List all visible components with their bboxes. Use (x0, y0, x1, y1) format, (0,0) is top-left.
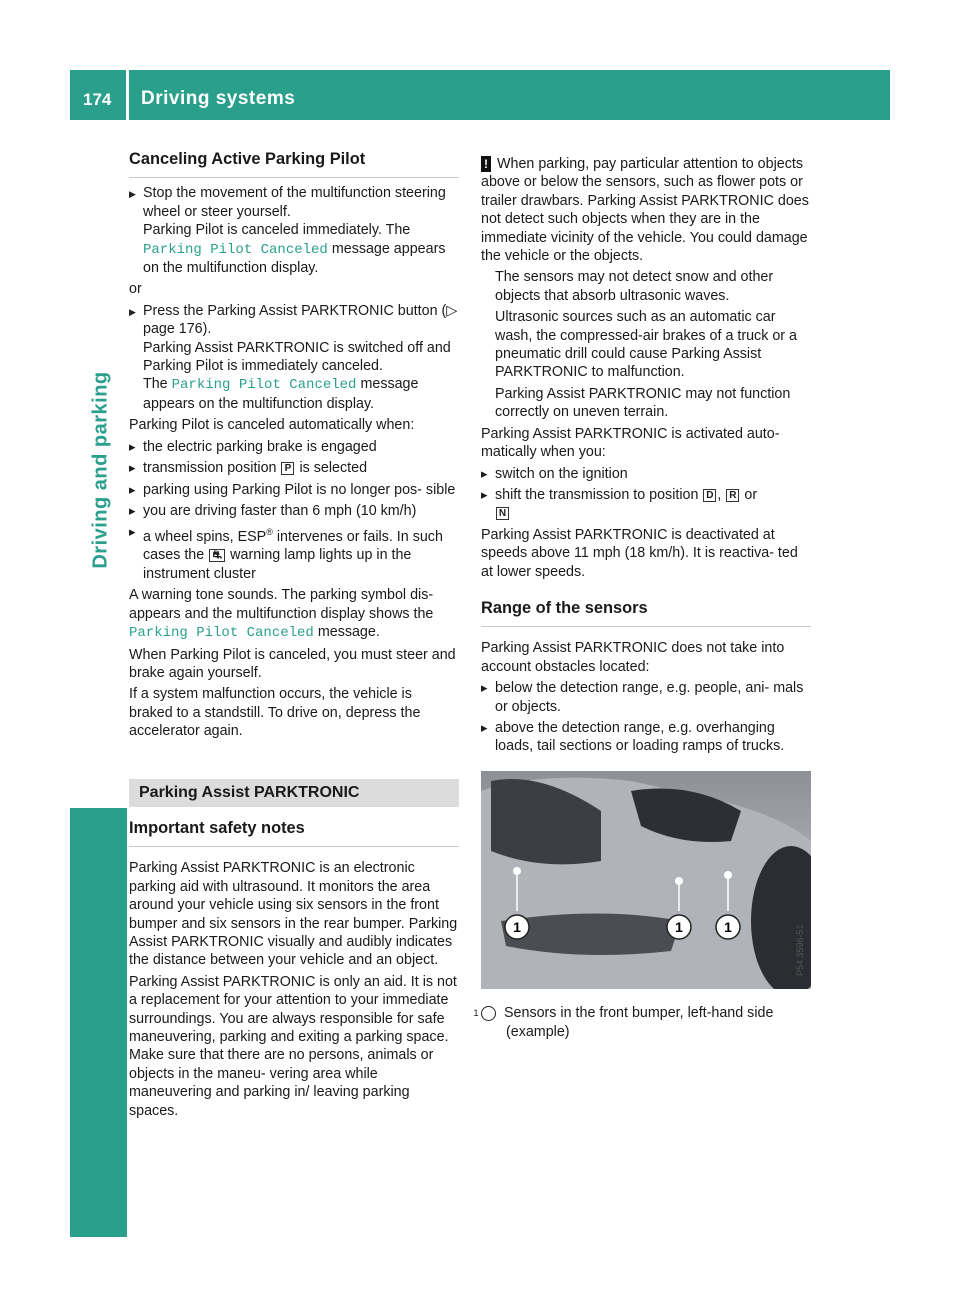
warning-text: When parking, pay particular attention to objects above or below the sensors, such as flower pots or trailer drawbars. Parking Assist PARKTRONIC does not detect such objects when they are in the immediate vicinity of the vehicle. You could damage the vehicle or the objects. (481, 156, 809, 265)
step-text: Parking Pilot is canceled immediately. The (143, 222, 411, 239)
instruction-step (129, 302, 459, 413)
sensor-photo (481, 771, 811, 989)
sensor-dot (513, 867, 521, 875)
caption-number-icon: 1 (481, 1006, 496, 1021)
left-column (129, 150, 459, 1123)
paragraph: Parking Assist PARKTRONIC does not take into account obstacles located: (481, 640, 785, 675)
callout-label: 1 (675, 918, 683, 935)
gear-r-icon: R (726, 489, 739, 502)
right-column (473, 155, 811, 1044)
list-text: a wheel spins, ESP (143, 529, 267, 546)
heading-range: Range of the sensors (481, 599, 811, 627)
display-message: Parking Pilot Canceled (171, 377, 357, 394)
callout-label: 1 (724, 918, 732, 935)
gear-d-icon: D (703, 489, 716, 502)
display-message: Parking Pilot Canceled (143, 241, 328, 258)
list-text: warning lamp lights up in the instrument cluster (143, 547, 412, 582)
list-text: transmission position (143, 460, 277, 477)
heading-safety: Important safety notes (129, 819, 459, 847)
paragraph-text: A warning tone sounds. The parking symbol dis- appears and the multifunction display shows the (129, 587, 434, 622)
instruction-step (129, 184, 459, 277)
list-text: intervenes or fails. In such cases the (143, 529, 443, 564)
list-item: ▸ below the detection range, e.g. people, ani- mals or objects. (481, 679, 811, 716)
paragraph (129, 586, 459, 642)
list-item (481, 486, 811, 523)
paragraph: Parking Assist PARKTRONIC is only an aid. It is not a replacement for your attention to your immediate surroundings. You are always responsible for safe maneuvering, parking and exiting a parking space. Make sure that there are no persons, animals or objects in the maneu- vering area while maneuvering and parking in/ leaving parking spaces. (129, 973, 457, 1119)
paragraph: When Parking Pilot is canceled, you must steer and brake again yourself. (129, 646, 456, 681)
sensor-dot (724, 871, 732, 879)
warning-icon: ! (481, 156, 491, 172)
warning-text: Ultrasonic sources such as an automatic car wash, the compressed-air brakes of a truck or a pneumatic drill could cause Parking Assist PARKTRONIC to malfunction. (495, 309, 797, 381)
side-tab-marker (70, 808, 127, 1237)
list-text: or (744, 486, 758, 503)
list-item: ▸ parking using Parking Pilot is no longer pos- sible (129, 481, 459, 499)
list-text: is selected (299, 460, 368, 477)
list-item: ▸ you are driving faster than 6 mph (10 km/h) (129, 502, 459, 520)
list-text: , (717, 486, 722, 503)
heading-parktronic: Parking Assist PARKTRONIC (129, 779, 459, 807)
paragraph: If a system malfunction occurs, the vehicle is braked to a standstill. To drive on, depress the accelerator again. (129, 686, 421, 740)
list-item: ▸ the electric parking brake is engaged (129, 438, 459, 456)
paragraph: Parking Pilot is canceled automatically when: (129, 417, 415, 434)
paragraph: Parking Assist PARKTRONIC is activated auto- matically when you: (481, 425, 780, 461)
header-divider (126, 70, 129, 120)
or-text: or (129, 281, 142, 298)
display-message: Parking Pilot Canceled (129, 625, 314, 642)
gear-n-icon: N (496, 507, 509, 520)
step-text: message appears on the multifunction display. (143, 376, 419, 412)
warning-text: The sensors may not detect snow and other objects that absorb ultrasonic waves. (495, 269, 774, 304)
step-text: The (143, 376, 168, 393)
lower-intake (501, 913, 681, 955)
gear-p-icon: P (281, 462, 294, 475)
warning-block (481, 155, 811, 265)
side-tab-label: Driving and parking (89, 371, 112, 569)
section-title: Driving systems (141, 88, 296, 109)
paragraph: Parking Assist PARKTRONIC is deactivated at speeds above 11 mph (18 km/h). It is reactiva- ted at lower speeds. (481, 526, 798, 580)
step-text: Stop the movement of the multifunction steering wheel or steer yourself. (143, 185, 446, 220)
step-text: message appears on the multifunction display. (143, 240, 446, 277)
photo-code: P54.3596-51 (795, 924, 805, 976)
list-item (129, 459, 459, 477)
list-text: shift the transmission to position (495, 486, 699, 503)
page-number: 174 (83, 90, 112, 109)
step-text: Parking Assist PARKTRONIC is switched off and Parking Pilot is immediately canceled. (143, 339, 451, 375)
page-reference-link[interactable]: page 176). (143, 321, 212, 338)
paragraph: Parking Assist PARKTRONIC is an electronic parking aid with ultrasound. It monitors the area around your vehicle using six sensors in the front bumper and six sensors in the rear bumper. Parking Assist PARKTRONIC visually and audibly indicates the distance between your vehicle and an object. (129, 860, 458, 969)
list-item (129, 523, 459, 583)
caption-text: Sensors in the front bumper, left-hand side (example) (504, 1005, 774, 1040)
paragraph-text: message. (317, 624, 380, 641)
sensor-dot (675, 877, 683, 885)
step-text: Press the Parking Assist PARKTRONIC button ( (143, 302, 447, 319)
warning-text: Parking Assist PARKTRONIC may not function correctly on uneven terrain. (495, 385, 791, 421)
list-item: ▸ switch on the ignition (481, 465, 811, 483)
page-ref-arrow-icon: ▷ (446, 302, 458, 319)
heading-canceling: Canceling Active Parking Pilot (129, 150, 459, 178)
list-item: ▸ above the detection range, e.g. overhanging loads, tail sections or loading ramps of trucks. (481, 719, 811, 756)
registered-mark: ® (266, 527, 273, 538)
esp-warning-lamp-icon: ⛐ (209, 549, 225, 562)
callout-label: 1 (513, 918, 521, 935)
figure-caption (473, 1004, 811, 1041)
